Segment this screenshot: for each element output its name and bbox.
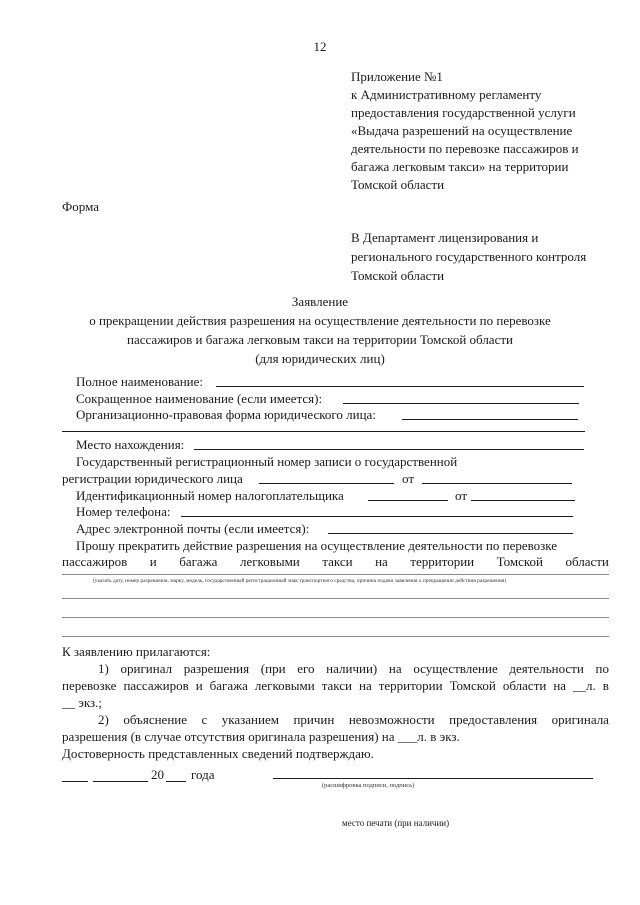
addressee-line: Томской области — [351, 268, 445, 283]
appendix-block — [351, 68, 611, 194]
reg-number-label: Государственный регистрационный номер записи о государственной — [76, 454, 458, 469]
full-name-label: Полное наименование: — [76, 374, 204, 389]
word: оригинал — [120, 661, 173, 676]
word: такси — [321, 678, 353, 693]
addressee-line: регионального государственного контроля — [351, 249, 587, 264]
short-name-label: Сокращенное наименование (если имеется): — [76, 391, 323, 406]
word: оригинала — [551, 712, 609, 727]
request-details-line[interactable] — [62, 598, 609, 599]
attachment-item-2-line-1 — [98, 711, 609, 729]
word: 1) — [98, 661, 109, 676]
word: его — [297, 661, 315, 676]
org-form-field[interactable] — [402, 419, 578, 420]
signature-field[interactable] — [273, 778, 593, 779]
stamp-placeholder: место печати (при наличии) — [342, 818, 450, 828]
word: багажа — [209, 678, 248, 693]
date-suffix: года — [191, 767, 215, 782]
word: багажа — [179, 554, 218, 569]
org-form-label: Организационно-правовая форма юридического лица: — [76, 407, 376, 422]
phone-label: Номер телефона: — [76, 504, 171, 519]
reg-date-from-label: от — [402, 471, 415, 486]
word: разрешения — [183, 661, 250, 676]
request-details-line[interactable] — [62, 636, 609, 637]
request-details-line[interactable] — [62, 617, 609, 618]
word: области — [565, 554, 609, 569]
org-form-continuation-line[interactable] — [62, 431, 585, 432]
word: причин — [293, 712, 335, 727]
attachment-item-1-line-2 — [62, 677, 609, 695]
word: с — [201, 712, 208, 727]
request-line-2 — [62, 553, 609, 571]
word: указанием — [221, 712, 279, 727]
reg-number-field[interactable] — [259, 483, 394, 484]
title-line: о прекращении действия разрешения на осуществление деятельности по перевозке — [89, 313, 551, 328]
word: территории — [410, 554, 475, 569]
attachment-item-1-line-1 — [98, 660, 609, 678]
word: Томской — [496, 554, 543, 569]
signature-hint: (расшифровка подписи, подпись) — [322, 782, 415, 789]
word: осуществление — [413, 661, 498, 676]
request-line-1: Прошу прекратить действие разрешения на осуществление деятельности по перевозке — [76, 538, 558, 553]
word: предоставления — [449, 712, 538, 727]
word: на — [388, 661, 402, 676]
location-label: Место нахождения: — [76, 437, 185, 452]
inn-date-from-label: от — [455, 488, 468, 503]
appendix-line: «Выдача разрешений на осуществление — [351, 123, 573, 138]
word: на — [553, 678, 567, 693]
attachments-heading: К заявлению прилагаются: — [62, 644, 211, 659]
full-name-field[interactable] — [216, 386, 584, 387]
phone-field[interactable] — [181, 516, 573, 517]
word: и — [149, 554, 157, 569]
word: в — [602, 678, 609, 693]
request-hint: (указать дату, номер разрешения, марку, модель, государственный регистрационный знак транспортного средства, причина подачи заявления о прекращении действия разрешения) — [93, 578, 507, 584]
word: области — [502, 678, 547, 693]
word: невозможности — [348, 712, 435, 727]
word: пассажиров — [62, 554, 128, 569]
inn-date-field[interactable] — [471, 500, 575, 501]
addressee-block — [351, 228, 586, 285]
inn-field[interactable] — [368, 500, 448, 501]
title-heading: Заявление — [291, 294, 349, 309]
appendix-line: предоставления государственной услуги — [351, 105, 576, 120]
email-label: Адрес электронной почты (если имеется): — [76, 521, 310, 536]
location-field[interactable] — [194, 449, 584, 450]
date-day-field[interactable] — [62, 781, 88, 782]
reg-date-field[interactable] — [422, 483, 572, 484]
appendix-line: багажа легковым такси» на территории — [351, 159, 569, 174]
word: территории — [378, 678, 443, 693]
appendix-line: к Административному регламенту — [351, 87, 542, 102]
date-month-field[interactable] — [93, 781, 148, 782]
word: __л. — [573, 678, 596, 693]
page-number: 12 — [313, 39, 327, 54]
word: и — [195, 678, 203, 693]
word: Томской — [449, 678, 496, 693]
inn-label: Идентификационный номер налогоплательщика — [76, 488, 344, 503]
document-title — [0, 292, 640, 368]
word: перевозке — [62, 678, 117, 693]
word: пассажиров — [123, 678, 189, 693]
title-line: пассажиров и багажа легковым такси на территории Томской области — [127, 332, 513, 347]
word: на — [375, 554, 388, 569]
reg-number-label-cont: регистрации юридического лица — [62, 471, 243, 486]
attachment-item-1-line-3: __ экз.; — [62, 695, 102, 710]
word: (при — [260, 661, 286, 676]
short-name-field[interactable] — [343, 403, 579, 404]
word: по — [595, 661, 609, 676]
form-label: Форма — [62, 199, 99, 214]
confirmation-text: Достоверность представленных сведений подтверждаю. — [62, 746, 374, 761]
word: наличии) — [326, 661, 378, 676]
appendix-line: Приложение №1 — [351, 69, 443, 84]
word: такси — [322, 554, 353, 569]
word: объяснение — [123, 712, 188, 727]
email-field[interactable] — [328, 533, 573, 534]
addressee-line: В Департамент лицензирования и — [351, 230, 539, 245]
date-year-field[interactable] — [166, 781, 186, 782]
word: легковыми — [254, 678, 315, 693]
appendix-line: деятельности по перевозке пассажиров и — [351, 141, 579, 156]
title-line: (для юридических лиц) — [255, 351, 385, 366]
request-details-line[interactable] — [62, 574, 609, 575]
word: 2) — [98, 712, 109, 727]
date-year-prefix: 20 — [151, 767, 164, 782]
word: легковыми — [239, 554, 300, 569]
word: деятельности — [509, 661, 584, 676]
attachment-item-2-line-2: разрешения (в случае отсутствия оригинала разрешения) на ___л. в экз. — [62, 729, 460, 744]
appendix-line: Томской области — [351, 177, 445, 192]
word: на — [359, 678, 372, 693]
